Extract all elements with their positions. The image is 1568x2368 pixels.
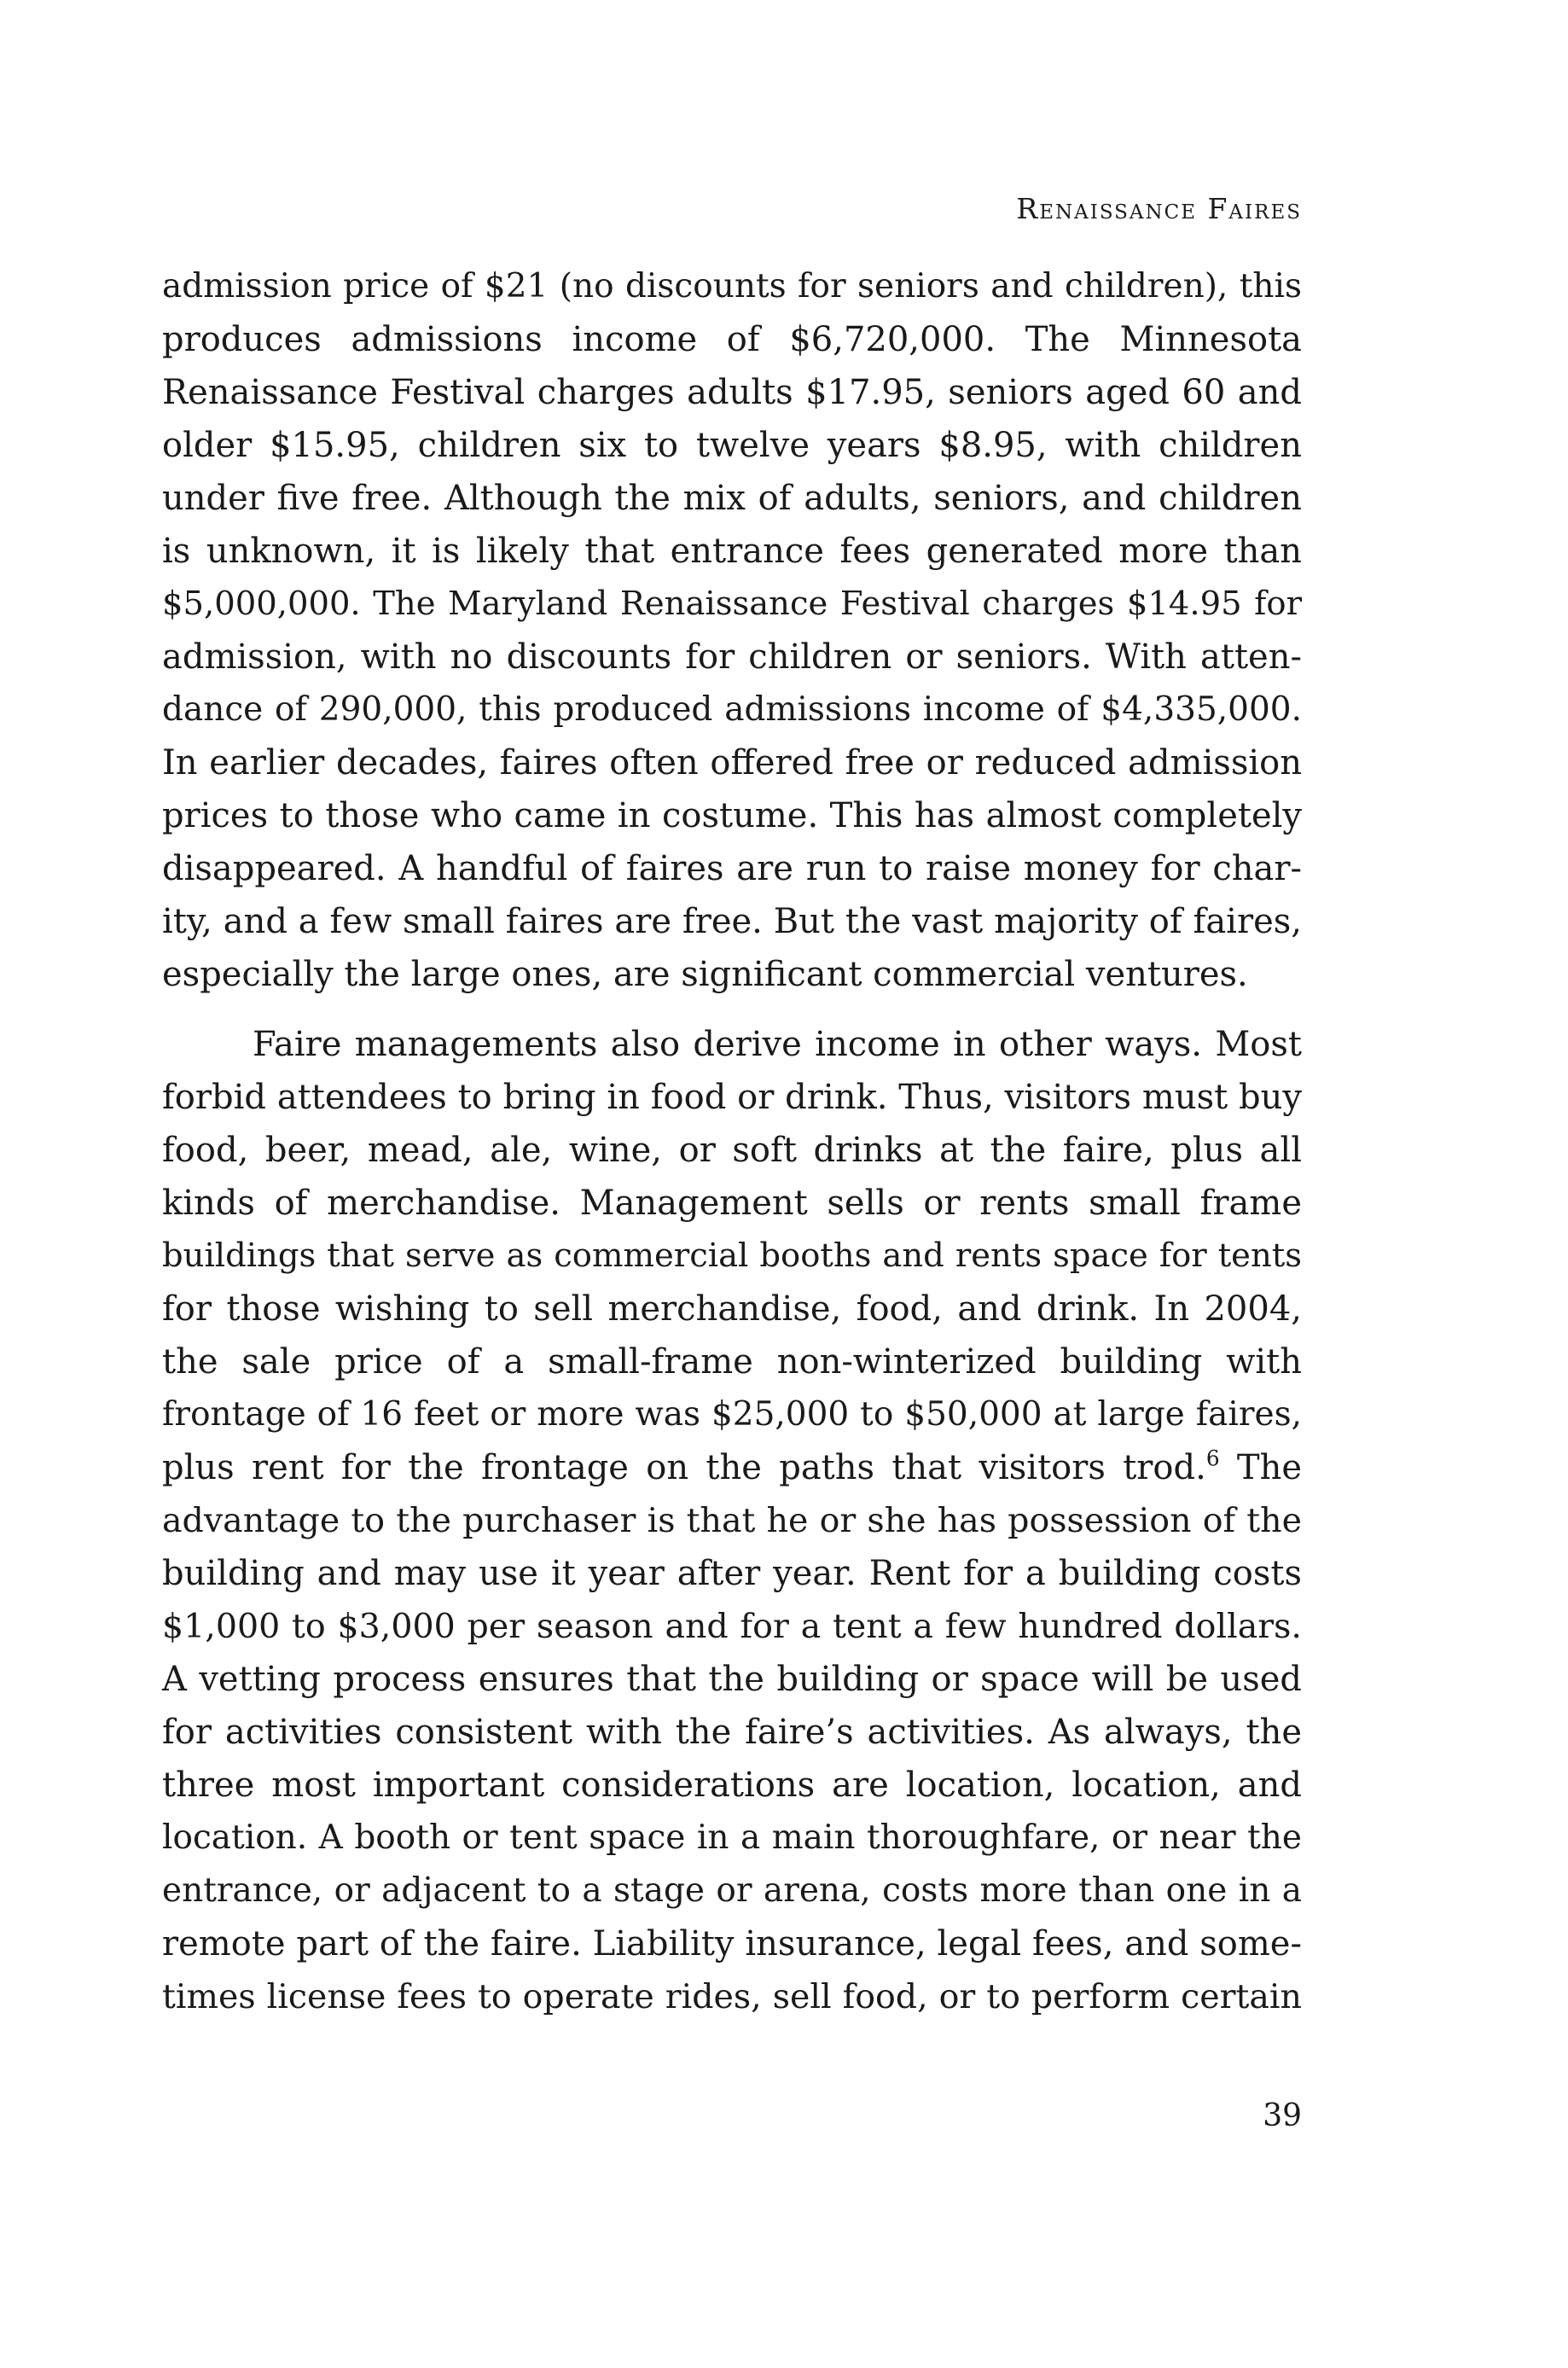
text-line: ity, and a few small faires are free. But the vast majority of faires, [162, 902, 1302, 941]
text-line-with-footnote [162, 1441, 1302, 1494]
paragraph-2 [162, 1018, 1302, 2023]
text-line: buildings that serve as commercial booths and rents space for tents [162, 1236, 1302, 1275]
text-line: advantage to the purchaser is that he or she has possession of the [162, 1501, 1302, 1540]
text-line: produces admissions income of $6,720,000. The Minnesota [162, 320, 1302, 359]
text-line: frontage of 16 feet or more was $25,000 to $50,000 at large faires, [162, 1395, 1302, 1434]
text-line: In earlier decades, faires often offered free or reduced admission [162, 743, 1302, 783]
paragraph-1 [162, 260, 1302, 1001]
page-number: 39 [1263, 2098, 1302, 2133]
text-line: $5,000,000. The Maryland Renaissance Festival charges $14.95 for [162, 585, 1302, 623]
text-line: times license fees to operate rides, sell food, or to perform certain [162, 1977, 1302, 2016]
text-line: remote part of the faire. Liability insurance, legal fees, and some- [162, 1924, 1302, 1964]
text-line: forbid attendees to bring in food or drink. Thus, visitors must buy [162, 1078, 1302, 1117]
text-line: prices to those who came in costume. This has almost completely [162, 796, 1302, 835]
text-line: for those wishing to sell merchandise, food, and drink. In 2004, [162, 1289, 1302, 1329]
text-line: Faire managements also derive income in other ways. Most [253, 1025, 1302, 1064]
text-line: older $15.95, children six to twelve years $8.95, with children [162, 426, 1302, 465]
text-line: building and may use it year after year. Rent for a building costs [162, 1554, 1302, 1593]
text-line: under five free. Although the mix of adults, seniors, and children [162, 479, 1302, 518]
text-line: kinds of merchandise. Management sells or rents small frame [162, 1184, 1302, 1223]
paragraph-gap [162, 1001, 1302, 1018]
line-text: plus rent for the frontage on the paths that visitors trod. [162, 1448, 1206, 1487]
text-line: Renaissance Festival charges adults $17.95, seniors aged 60 and [162, 373, 1302, 412]
text-line: $1,000 to $3,000 per season and for a tent a few hundred dollars. [162, 1607, 1302, 1646]
text-line: is unknown, it is likely that entrance fees generated more than [162, 532, 1302, 571]
text-line: dance of 290,000, this produced admissions income of $4,335,000. [162, 690, 1302, 729]
text-line: admission price of $21 (no discounts for seniors and children), this [162, 267, 1302, 305]
text-line: three most important considerations are location, location, and [162, 1766, 1302, 1805]
text-line: disappeared. A handful of faires are run to raise money for char- [162, 849, 1302, 888]
running-head: Renaissance Faires [1016, 192, 1302, 225]
text-line: food, beer, mead, ale, wine, or soft drinks at the faire, plus all [162, 1131, 1302, 1170]
body-text [162, 260, 1302, 2023]
footnote-reference[interactable]: 6 [1205, 1446, 1220, 1471]
text-line: for activities consistent with the faire’s activities. As always, the [162, 1713, 1302, 1752]
text-line: especially the large ones, are significant commercial ventures. [162, 955, 1248, 994]
text-line: entrance, or adjacent to a stage or arena, costs more than one in a [162, 1871, 1302, 1910]
line-tail: The [1219, 1448, 1303, 1487]
text-line: A vetting process ensures that the building or space will be used [162, 1660, 1302, 1699]
text-line: the sale price of a small-frame non-winterized building with [162, 1342, 1302, 1382]
text-line: admission, with no discounts for children or seniors. With atten- [162, 637, 1302, 677]
text-line: location. A booth or tent space in a main thoroughfare, or near the [162, 1818, 1302, 1857]
